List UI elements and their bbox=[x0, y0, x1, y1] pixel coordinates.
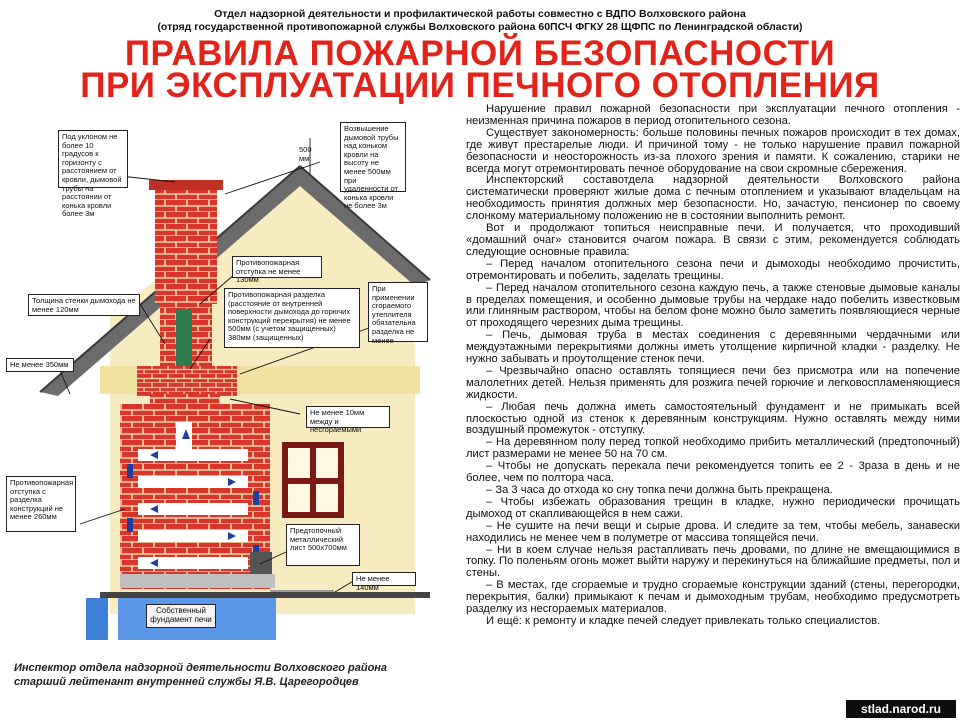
paragraph: – Перед началом отопительного сезона печи и дымоходы необходимо прочистить, отремонтировать и побелить, заделать трещины. bbox=[466, 257, 960, 282]
house-foundation-left bbox=[86, 598, 108, 640]
paragraph: – Чтобы не допускать перекала печи рекомендуется топить ее 2 - 3раза в день и не более, чем по полтора часа. bbox=[466, 460, 960, 485]
paragraph: – Не сушите на печи вещи и сырые дрова. И следите за тем, чтобы мебель, занавески находились не менее чем в полуметре от массива топящейся печи. bbox=[466, 519, 960, 544]
stove-upper bbox=[150, 394, 220, 414]
inspector-signature bbox=[14, 661, 434, 689]
callout-cutout: Противопожарная отступка не менее 130мм bbox=[232, 256, 322, 278]
site-watermark: stlad.narod.ru bbox=[846, 700, 956, 718]
callout-rafters: При применении сгораемого утеплителя обязательна разделка не менее bbox=[368, 282, 428, 342]
callout-500mm: 500 мм bbox=[299, 145, 312, 163]
callout-wall-thickness: Толщина стенки дымохода не менее 120мм bbox=[28, 294, 140, 316]
paragraph: – Чрезвычайно опасно оставлять топящиеся печи без присмотра или на попечение малолетних детей. Нельзя применять для розжига печей горючие и легковоспламеняющиеся жидкости. bbox=[466, 364, 960, 401]
paragraph: – Перед началом отопительного сезона каждую печь, а также стеновые дымовые каналы в пределах помещения, и особенно дымовые трубы на чердаке надо побелить известковым или глиняным раствором, чтобы на белом фоне можно было заметить появляющиеся черные от проходящего черезних дыма трещины. bbox=[466, 281, 960, 330]
callout-razdelka: Противопожарная разделка (расстояние от внутренней поверхности дымохода до горючих конструкций перекрытия) не менее 500мм (с учетом защищенных) 380мм (защищенных) bbox=[224, 288, 360, 348]
callout-metal-sheet: Предтопочный металлический лист 500х700мм bbox=[286, 524, 360, 566]
floor-line bbox=[100, 592, 430, 598]
org-line-2: (отряд государственной противопожарной службы Волховского района 60ПСЧ ФГКУ 28 ЩФПС по Ленинградской области) bbox=[157, 21, 803, 33]
rules-text bbox=[466, 104, 960, 698]
organization-header bbox=[0, 8, 960, 34]
paragraph: Нарушение правил пожарной безопасности при эксплуатации печного отопления - неизменная причина пожаров в период отопительного сезона. bbox=[466, 104, 960, 127]
callout-slope: Под уклоном не более 10 градусов к горизонту с расстоянием от кровли, дымовой трубы на расстоянии от конька кровли более 3м bbox=[58, 130, 128, 188]
paragraph: – Любая печь должна иметь самостоятельный фундамент и не примыкать всей плоскостью одной из стенок к деревянным конструкциям. Нужно оставлять между ними воздушный промежуток - отступку. bbox=[466, 400, 960, 437]
paragraph: Вот и продолжают топиться неисправные печи. И получается, что проходивший «домашний очаг» становится очагом пожара. В связи с этим, рекомендуется соблюдать следующие основные правила: bbox=[466, 222, 960, 258]
org-line-1: Отдел надзорной деятельности и профилактической работы совместно с ВДПО Волховского района bbox=[214, 8, 746, 20]
callout-roof-gap: Не менее 10мм между и несгораемыми bbox=[306, 406, 390, 428]
paragraph: – Ни в коем случае нельзя растапливать печь дровами, по длине не вмещающимися в топку. По поленьям огонь может выйти наружу и перекинуться на ближайшие предметы, пол и стены. bbox=[466, 543, 960, 580]
razdelka bbox=[137, 366, 237, 396]
stove-house-illustration bbox=[0, 104, 460, 650]
window bbox=[282, 442, 344, 518]
callout-140mm: Не менее 140мм bbox=[352, 572, 416, 586]
paragraph: И ещё: к ремонту и кладке печей следует привлекать только специалистов. bbox=[486, 614, 881, 627]
callout-height: Возвышение дымовой трубы над коньком кровли на высоту не менее 500мм при удаленности от конька кровли не более 3м bbox=[340, 122, 406, 192]
callout-foundation: Собственный фундамент печи bbox=[146, 604, 216, 628]
paragraph: – Печь, дымовая труба в местах соединения с деревянными чердачными или междуэтажными перекрытиями должны иметь утолщение кирпичной кладки - разделку. Не нужно забывать и проутолщение стенок печи. bbox=[466, 329, 960, 366]
paragraph: Инспекторский составотдела надзорной деятельности Волховского района систематически проверяют жилые дома с печным отоплением и указывают владельцам на необходимость принятия должных мер безопасности. Но, зачастую, пенсионер по своему слонкому материальному положению не в состоянии выполнить ремонт. bbox=[466, 174, 960, 223]
paragraph: – На деревянном полу перед топкой необходимо прибить металлический (предтопочный) лист размерами не менее 50 на 70 см. bbox=[466, 436, 960, 461]
paragraph: – За 3 часа до отхода ко сну топка печи должна быть прекращена. bbox=[486, 484, 833, 496]
paragraph: Существует закономерность: больше половины печных пожаров происходит в тех домах, где живут престарелые люди. И причиной тому - не только нарушение правил пожарной безопасности и неосторожность из-за плохого зрения и памяти. К сожалению, старики не всегда могут отремонтировать печное оборудование на свои скромные сбережения. bbox=[466, 126, 960, 175]
poster-title-line-1: ПРАВИЛА ПОЖАРНОЙ БЕЗОПАСНОСТИ bbox=[124, 34, 836, 73]
paragraph: – Чтобы избежать образования трещин в кладке, нужно периодически прочищать дымоход от скапливающейся в нем сажи. bbox=[466, 495, 960, 520]
paragraph: – В местах, где сгораемые и трудно сгораемые конструкции зданий (стены, перегородки, перекрытия, балки) примыкают к печам и дымоходным трубам, необходимо предусмотреть разделку из несгораемых материалов. bbox=[466, 579, 960, 616]
inspector-line-2: старший лейтенант внутренней службы Я.В. Царегородцев bbox=[14, 676, 359, 688]
poster-title-line-2: ПРИ ЭКСПЛУАТАЦИИ ПЕЧНОГО ОТОПЛЕНИЯ bbox=[80, 66, 880, 105]
inspector-line-1: Инспектор отдела надзорной деятельности Волховского района bbox=[14, 662, 388, 674]
chimney-top bbox=[155, 184, 217, 304]
callout-side-cutout: Противопожарная отступка с разделка конструкций не менее 260мм bbox=[6, 476, 76, 532]
callout-350mm: Не менее 350мм bbox=[6, 358, 74, 372]
